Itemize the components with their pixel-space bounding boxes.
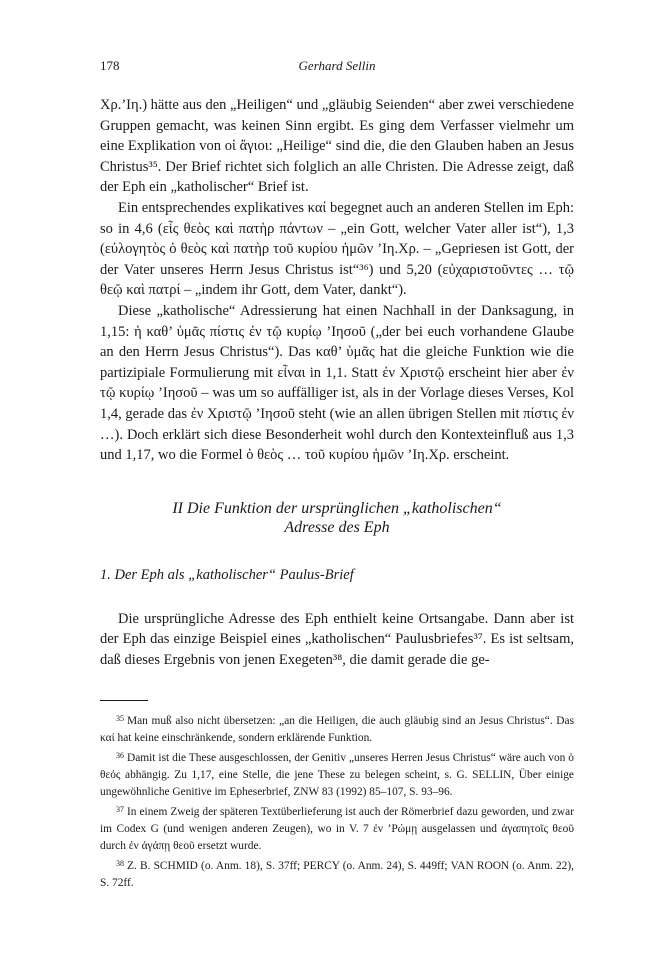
paragraph-continued: Χρ.’Ιη.) hätte aus den „Heiligen“ und „gläubig Seienden“ aber zwei verschiedene Gruppen gemacht, was keinen Sinn ergibt. Es ging dem Verfasser vielmehr um eine Explikation von οἱ ἅγιοι: „Heilige“ sind die, die den Glauben haben an Jesus Christus³⁵. Der Brief richtet sich folglich an alle Christen. Die Adresse zeigt, daß der Eph ein „katholischer“ Brief ist. bbox=[100, 97, 574, 196]
paragraph: Diese „katholische“ Adressierung hat einen Nachhall in der Danksagung, in 1,15: ἡ καθ’ ὑμᾶς πίστις ἐν τῷ κυρίῳ ’Ιησοῦ („der bei euch vorhandene Glaube an den Herrn Jesus Christus“). Das καθ’ ὑμᾶς hat die gleiche Funktion wie die partizipiale Formulierung mit εἶναι in 1,1. Statt ἐν Χριστῷ erscheint hier aber ἐν τῷ κυρίῳ ’Ιησοῦ – was um so auffälliger ist, als in der Vorlage dieses Verses, Kol 1,4, gerade das ἐν Χριστῷ ’Ιησοῦ steht (wie an allen übrigen Stellen mit πίστις ἐν …). Doch erklärt sich diese Besonderheit wohl durch den Kontexteinfluß aus 1,3 und 1,17, wo die Formel ὁ θεὸς … τοῦ κυρίου ἡμῶν ’Ιη.Χρ. erscheint. bbox=[100, 302, 574, 464]
footnote-mark: 37 bbox=[116, 805, 124, 815]
footnote-36 bbox=[100, 747, 574, 801]
main-text bbox=[100, 95, 574, 466]
footnote-37 bbox=[100, 801, 574, 855]
footnote-rule bbox=[100, 700, 148, 701]
footnote-text: Man muß also nicht übersetzen: „an die Heiligen, die auch gläubig sind an Jesus Christus“. Das καί hat keine einschränkende, sondern erklärende Funktion. bbox=[100, 715, 574, 745]
footnote-text: Damit ist die These ausgeschlossen, der Genitiv „unseres Herren Jesus Christus“ wäre auch von ὁ θεός abhängig. Zu 1,17, eine Stelle, die jene These zu belegen scheint, s. G. SELLIN, Über einige ungewöhnliche Genitive im Epheserbrief, ZNW 83 (1992) 85–107, S. 93–96. bbox=[100, 752, 574, 799]
footnote-text: In einem Zweig der späteren Textüberlieferung ist auch der Römerbrief dazu geworden, und zwar im Codex G (und wenigen anderen Zeugen), wo in V. 7 ἐν ’Ρώμῃ ausgelassen und ἀγαπητοῖς θεοῦ durch ἐν ἀγάπῃ θεοῦ ersetzt wurde. bbox=[100, 806, 574, 853]
running-head bbox=[100, 58, 574, 78]
footnote-mark: 36 bbox=[116, 751, 124, 761]
main-text-section-2 bbox=[100, 609, 574, 671]
footnote-mark: 35 bbox=[116, 714, 124, 724]
paragraph: Die ursprüngliche Adresse des Eph enthielt keine Ortsangabe. Dann aber ist der Eph das einzige Beispiel eines „katholischen“ Paulusbriefes³⁷. Es ist seltsam, daß dieses Ergebnis von jenen Exegeten³⁸, die damit gerade die ge- bbox=[100, 610, 574, 668]
book-page bbox=[100, 58, 574, 892]
paragraph: Ein entsprechendes explikatives καί begegnet auch an anderen Stellen im Eph: so in 4,6 (εἷς θεὸς καὶ πατὴρ πάντων – „ein Gott, welcher Vater aller ist“), 1,3 (εὐλογητὸς ὁ θεὸς καὶ πατὴρ τοῦ κυρίου ἡμῶν ’Ιη.Χρ. – „Gepriesen ist Gott, der der Vater unseres Herrn Jesus Christus ist“³⁶) und 5,20 (εὐχαριστοῦντες … τῷ θεῷ καὶ πατρί – „indem ihr Gott, dem Vater, dankt“). bbox=[100, 199, 574, 299]
footnote-38 bbox=[100, 855, 574, 892]
page-number: 178 bbox=[100, 58, 120, 73]
footnotes bbox=[100, 710, 574, 892]
footnote-mark: 38 bbox=[116, 859, 124, 869]
section-heading-line-2: Adresse des Eph bbox=[284, 518, 390, 536]
subsection-heading: 1. Der Eph als „katholischer“ Paulus-Brief bbox=[100, 566, 354, 583]
section-heading-line-1: II Die Funktion der ursprünglichen „katholischen“ bbox=[172, 499, 502, 517]
section-heading bbox=[100, 499, 574, 537]
footnote-35 bbox=[100, 710, 574, 747]
footnote-text: Z. B. SCHMID (o. Anm. 18), S. 37ff; PERCY (o. Anm. 24), S. 449ff; VAN ROON (o. Anm. 22), S. 72ff. bbox=[100, 860, 574, 890]
running-head-author: Gerhard Sellin bbox=[298, 58, 376, 73]
